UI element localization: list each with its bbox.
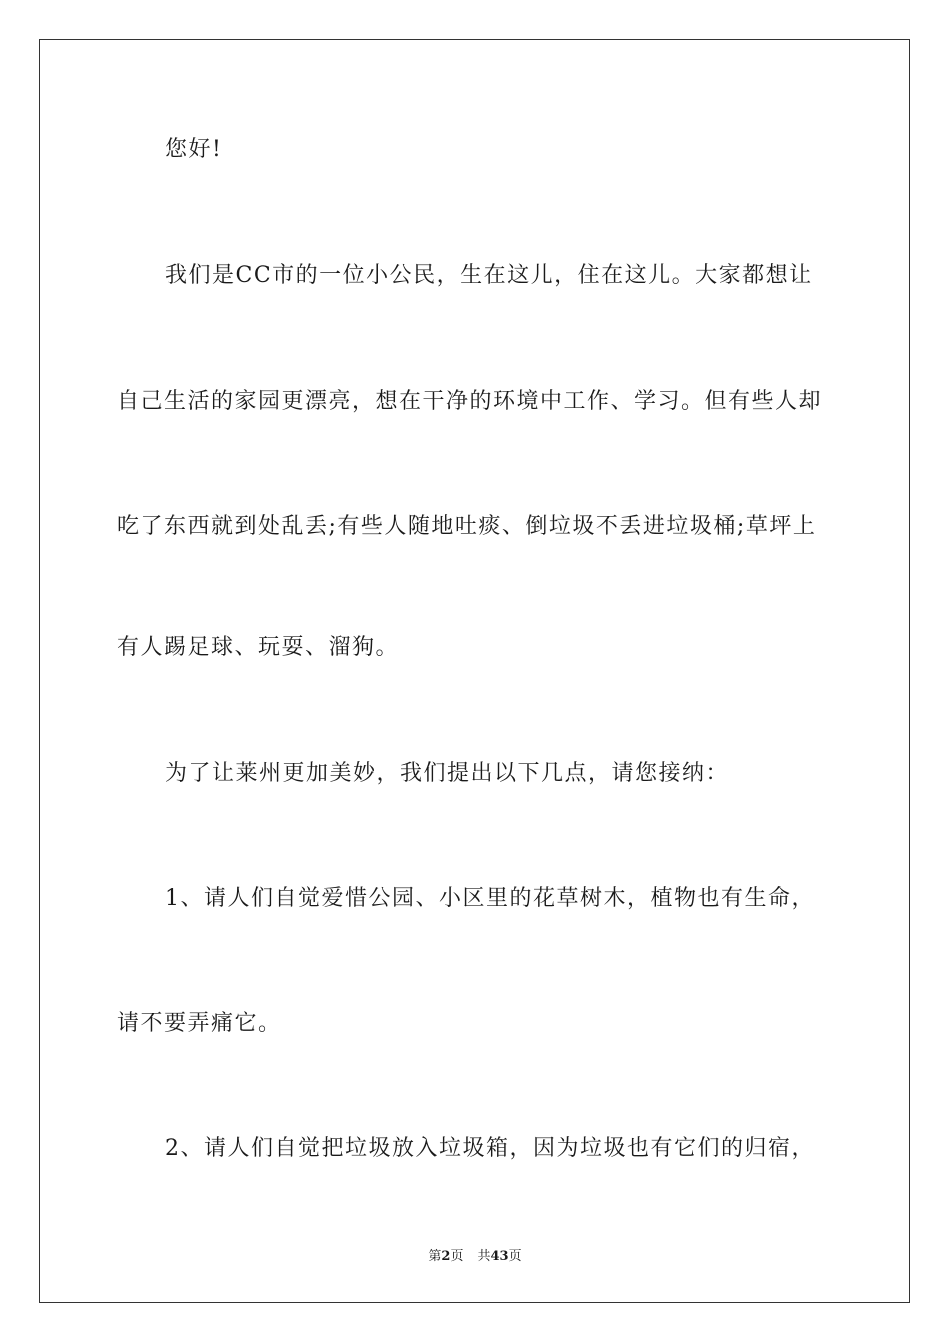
footer-total-prefix: 共: [477, 1249, 491, 1264]
footer-page-number: 2: [441, 1249, 451, 1264]
list-item-line: 请不要弄痛它。: [117, 1011, 282, 1036]
list-item-line: 1、请人们自觉爱惜公园、小区里的花草树木，植物也有生命，: [165, 886, 815, 911]
page-footer: [0, 1248, 950, 1266]
page-frame: [39, 39, 910, 1303]
paragraph-line: 有人踢足球、玩耍、溜狗。: [117, 635, 400, 660]
list-item-line: 2、请人们自觉把垃圾放入垃圾箱，因为垃圾也有它们的归宿，: [165, 1136, 815, 1161]
footer-total-pages: 43: [490, 1249, 509, 1264]
paragraph-line: 为了让莱州更加美妙，我们提出以下几点，请您接纳：: [165, 761, 730, 786]
paragraph-line: 自己生活的家园更漂亮，想在干净的环境中工作、学习。但有些人却: [117, 389, 823, 414]
footer-page-prefix: 第: [428, 1249, 442, 1264]
greeting-line: 您好!: [165, 137, 223, 162]
paragraph-line: 我们是CC市的一位小公民，生在这儿，住在这儿。大家都想让: [165, 263, 813, 288]
paragraph-line: 吃了东西就到处乱丢;有些人随地吐痰、倒垃圾不丢进垃圾桶;草坪上: [117, 514, 817, 539]
footer-page-suffix: 页: [450, 1249, 464, 1264]
footer-total-suffix: 页: [508, 1249, 522, 1264]
